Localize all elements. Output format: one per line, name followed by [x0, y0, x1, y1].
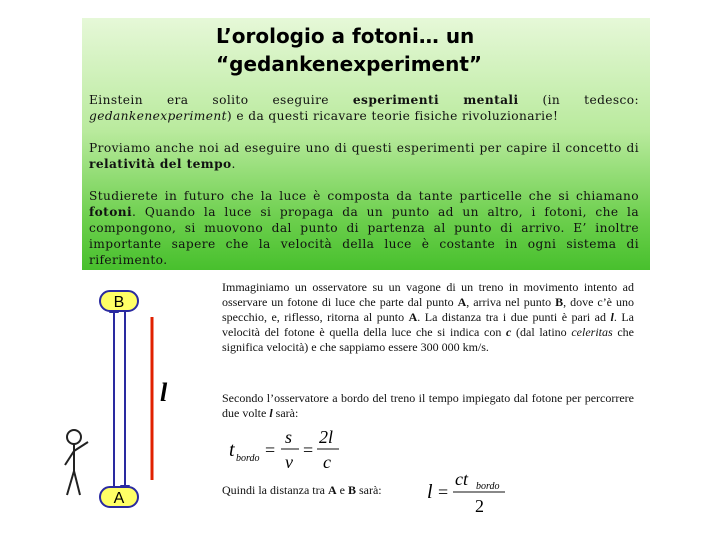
svg-text:t: t	[229, 439, 235, 461]
description-paragraph: Immaginiamo un osservatore su un vagone di un treno in movimento intento ad osservare un fotone di luce che parte dal punto A, arriva nel punto B, dove c’è uno specchio, e, riflesso, ritorna al punto A. La distanza tra i due punti è pari ad l. La velocità del fotone è quella della luce che si indica con c (dal latino celeritas che significa velocità) e che sappiamo essere 300 000 km/s.	[222, 280, 635, 354]
point-a-label: A	[113, 490, 125, 507]
svg-text:=: =	[265, 440, 276, 460]
svg-text:s: s	[285, 427, 293, 447]
page-title: L’orologio a fotoni… un “gedankenexperiment”	[216, 24, 483, 76]
svg-text:v: v	[285, 452, 293, 472]
svg-text:l: l	[427, 481, 433, 503]
distance-formula	[425, 468, 515, 520]
distance-paragraph: Quindi la distanza tra A e B sarà:	[222, 483, 382, 497]
time-paragraph: Secondo l’osservatore a bordo del treno il tempo impiegato dal fotone per percorrere due volte l sarà:	[222, 391, 634, 420]
svg-text:=: =	[303, 440, 314, 460]
intro-banner	[82, 18, 650, 270]
observer-icon	[65, 430, 88, 495]
svg-text:2: 2	[475, 496, 484, 516]
length-label: l	[160, 378, 168, 407]
svg-text:2l: 2l	[319, 427, 334, 447]
intro-paragraph-2: Proviamo anche noi ad eseguire uno di questi esperimenti per capire il concetto di relatività del tempo.	[89, 141, 639, 171]
time-formula	[225, 424, 345, 476]
point-b-label: B	[113, 294, 125, 311]
intro-paragraph-1: Einstein era solito eseguire esperimenti mentali (in tedesco: gedankenexperiment) e da questi ricavare teorie fisiche rivoluzionarie!	[89, 93, 640, 123]
svg-text:=: =	[438, 482, 449, 502]
svg-text:c: c	[323, 452, 331, 472]
photon-clock-diagram	[60, 285, 190, 515]
intro-paragraph-3: Studierete in futuro che la luce è composta da tante particelle che si chiamano fotoni. Quando la luce si propaga da un punto ad un altro, i fotoni, che la compongono, si muovono dal punto di partenza al punto di arrivo. E’ inoltre importante sapere che la velocità della luce è costante in ogni sistema di riferimento.	[89, 189, 639, 267]
svg-text:bordo: bordo	[236, 453, 260, 464]
svg-text:ct: ct	[455, 469, 468, 489]
svg-text:bordo: bordo	[476, 481, 500, 492]
